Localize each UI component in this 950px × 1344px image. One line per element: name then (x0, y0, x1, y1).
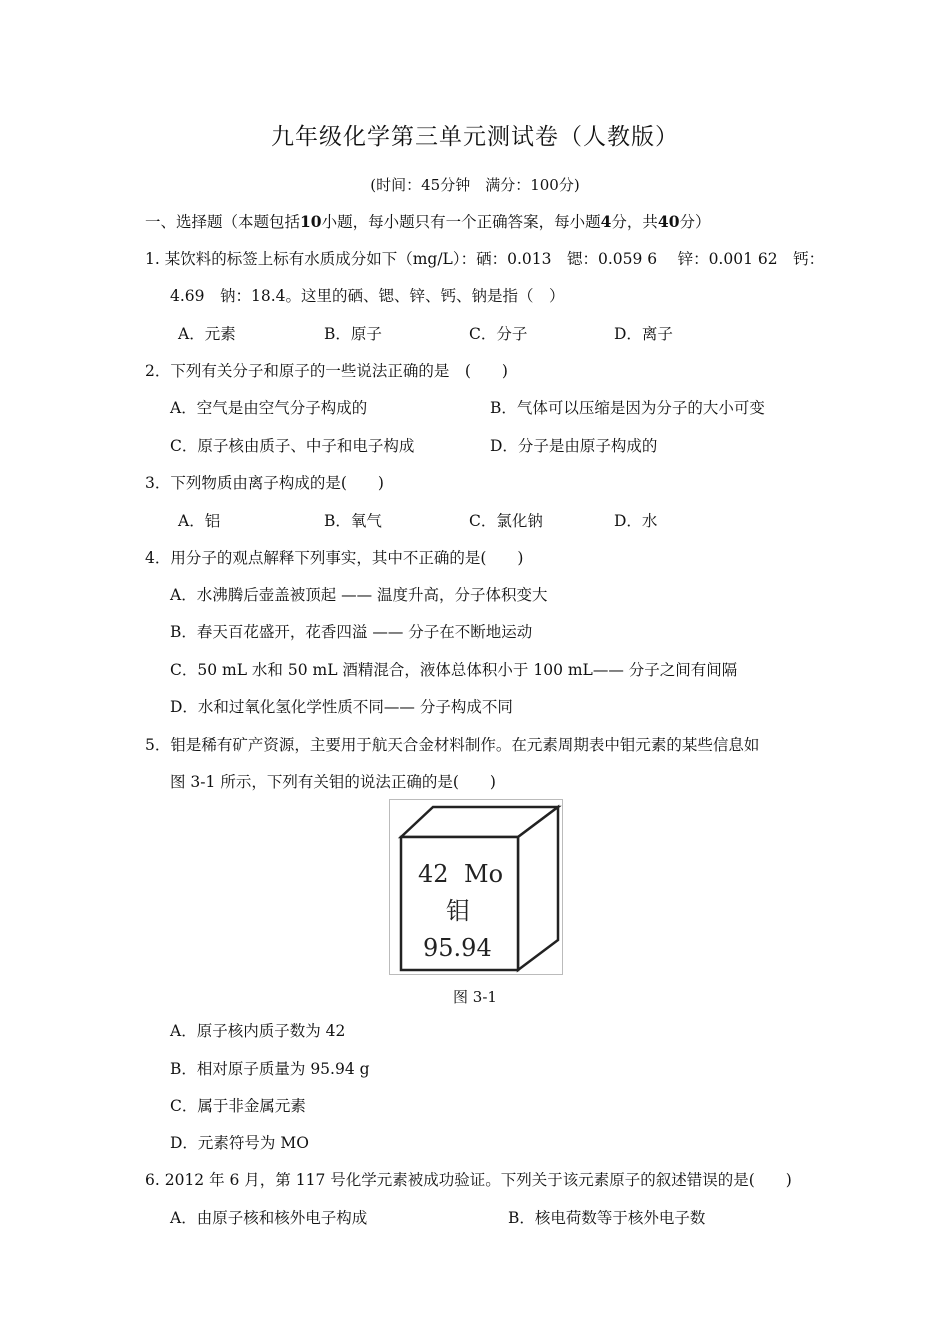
page-title: 九年级化学第三单元测试卷（人教版） (271, 124, 679, 150)
section-points: 4 (600, 212, 612, 231)
q1-option-d: D．离子 (614, 325, 673, 343)
element-mass: 95.94 (423, 934, 492, 962)
question-4-stem: 4．用分子的观点解释下列事实，其中不正确的是( ) (145, 549, 524, 567)
q4-option-c: C．50 mL 水和 50 mL 酒精混合，液体总体积小于 100 mL—— 分子之间有间隔 (170, 661, 738, 679)
q3-option-a: A．铝 (178, 512, 221, 530)
q3-option-d: D．水 (614, 512, 658, 530)
q4-option-a: A．水沸腾后壶盖被顶起 —— 温度升高，分子体积变大 (170, 586, 548, 604)
q4-option-d: D．水和过氧化氢化学性质不同—— 分子构成不同 (170, 698, 513, 716)
section-text: 小题，每小题只有一个正确答案，每小题 (321, 213, 601, 231)
section-count: 10 (300, 212, 322, 231)
question-6-stem: 6. 2012 年 6 月，第 117 号化学元素被成功验证。下列关于该元素原子的叙述错误的是( ) (145, 1171, 792, 1189)
question-3-stem: 3．下列物质由离子构成的是( ) (145, 474, 384, 492)
question-5-stem-cont: 图 3-1 所示，下列有关钼的说法正确的是( ) (170, 773, 496, 791)
figure-caption: 图 3-1 (453, 988, 497, 1006)
question-1-stem: 1. 某饮料的标签上标有水质成分如下（mg/L）：硒：0.013 锶：0.059 6 锌：0.001 62 钙： (145, 250, 825, 268)
q5-option-c: C．属于非金属元素 (170, 1097, 306, 1115)
q1-option-c: C．分子 (469, 325, 528, 343)
q2-option-c: C．原子核由质子、中子和电子构成 (170, 437, 415, 455)
exam-info: (时间：45分钟 满分：100分) (370, 176, 580, 194)
q5-option-a: A．原子核内质子数为 42 (170, 1022, 346, 1040)
question-5-stem: 5．钼是稀有矿产资源，主要用于航天合金材料制作。在元素周期表中钼元素的某些信息如 (145, 736, 760, 754)
q1-option-a: A．元素 (178, 325, 236, 343)
element-figure (389, 799, 563, 975)
element-cube-drawing (390, 800, 562, 974)
q5-option-d: D．元素符号为 MO (170, 1134, 309, 1152)
section-text: 分，共 (611, 213, 658, 231)
question-1-stem-cont: 4.69 钠：18.4。这里的硒、锶、锌、钙、钠是指（ ） (170, 287, 565, 305)
element-name: 钼 (446, 897, 470, 925)
q3-option-c: C．氯化钠 (469, 512, 543, 530)
q4-option-b: B．春天百花盛开，花香四溢 —— 分子在不断地运动 (170, 623, 533, 641)
element-symbol: Mo (464, 860, 504, 888)
section-text: 一、选择题（本题包括 (145, 213, 301, 231)
q2-option-a: A．空气是由空气分子构成的 (170, 399, 368, 417)
q6-option-a: A．由原子核和核外电子构成 (170, 1209, 368, 1227)
element-atomic-number: 42 (418, 860, 449, 888)
q6-option-b: B．核电荷数等于核外电子数 (508, 1209, 706, 1227)
q5-option-b: B．相对原子质量为 95.94 g (170, 1060, 370, 1078)
q1-option-b: B．原子 (324, 325, 382, 343)
q2-option-b: B．气体可以压缩是因为分子的大小可变 (490, 399, 765, 417)
section-total: 40 (657, 212, 680, 231)
q2-option-d: D．分子是由原子构成的 (490, 437, 658, 455)
section-text: 分） (679, 213, 711, 231)
q3-option-b: B．氧气 (324, 512, 382, 530)
question-2-stem: 2．下列有关分子和原子的一些说法正确的是 ( ) (145, 362, 508, 380)
section-heading (145, 212, 711, 232)
